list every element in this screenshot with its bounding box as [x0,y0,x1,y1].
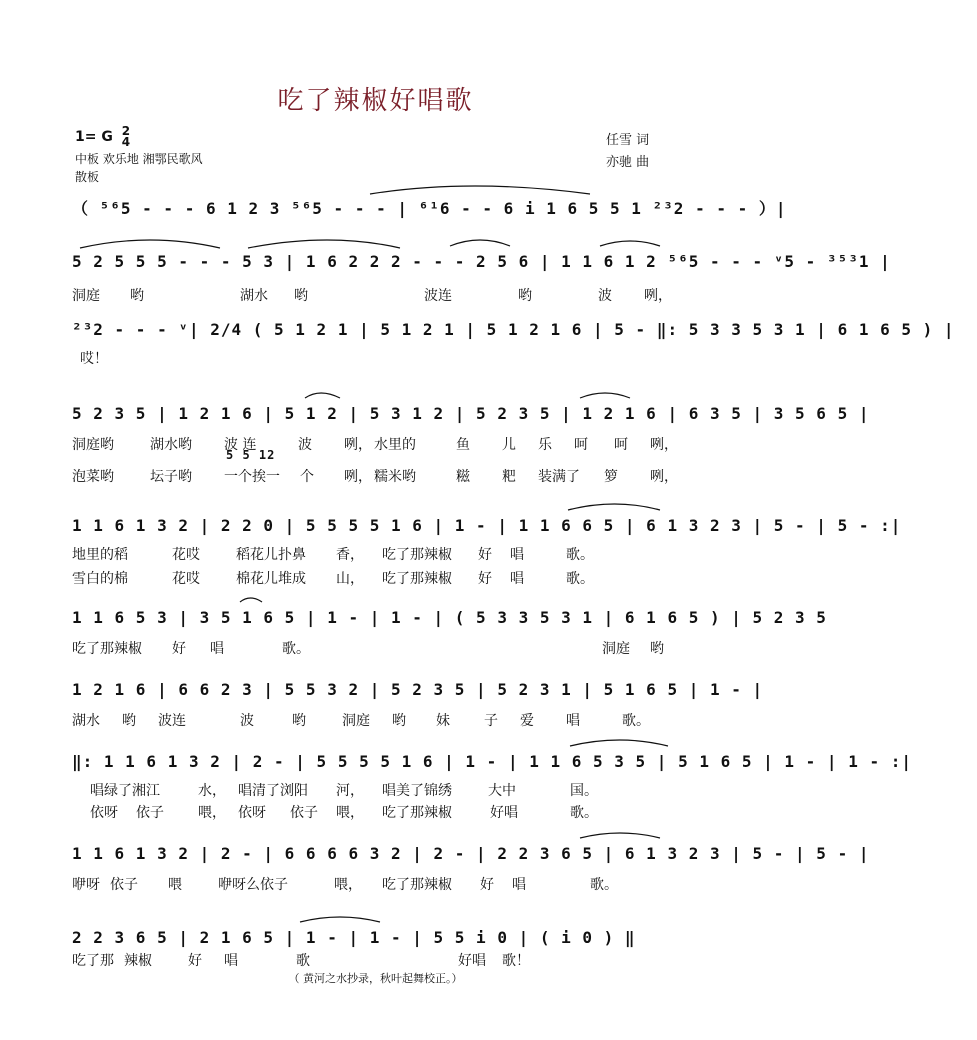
lyric: 吃了那辣椒 [382,877,452,893]
lyric: 唱 [510,547,524,563]
lyric: 喂， [336,805,364,821]
lyric: 乐 [538,437,552,453]
lyric: 哟 [130,288,144,304]
lyric: 粑 [502,469,516,485]
lyric: 子 [484,713,498,729]
lyric: 辣椒 [124,953,152,969]
tempo-marking [75,150,203,186]
lyric: 山， [336,571,364,587]
lyric: 个 [300,469,314,485]
lyric: 呵 [574,437,588,453]
lyric: 湖水 [72,713,100,729]
lyric: 好唱 [458,953,486,969]
lyric: 哟 [392,713,406,729]
music-line-4: 5 2 3 5 | 1 2 1 6 | 5 1 2 | 5 3 1 2 | 5 2 3 5 | 1 2 1 6 | 6 3 5 | 3 5 6 5 | [72,404,870,423]
lyric: 依子 [136,805,164,821]
lyric: 歌。 [570,805,598,821]
slur-mark [568,504,660,510]
lyric: 歌。 [566,571,594,587]
lyric: 吃了那 [72,953,114,969]
lyric: 依子 [290,805,318,821]
lyric: 糍 [456,469,470,485]
lyric: 唱 [224,953,238,969]
slur-mark [600,241,660,246]
time-top: 2 [121,124,131,138]
slur-mark [570,740,668,746]
composer: 亦驰 曲 [606,155,650,170]
lyric: 哟 [122,713,136,729]
lyric: 雪白的棉 [72,571,128,587]
lyric: 波 [298,437,312,453]
lyric: 波 [240,713,254,729]
lyric: 唱绿了湘江 [90,783,160,799]
footnote: （ 黄河之水抄录，秋叶起舞校正。） [288,972,463,985]
lyric: 好 [172,641,186,657]
music-line-9: 1 1 6 1 3 2 | 2 - | 6 6 6 6 3 2 | 2 - | 2 2 3 6 5 | 6 1 3 2 3 | 5 - | 5 - | [72,844,870,863]
lyric: 水里的 [374,437,416,453]
lyric: 花哎 [172,547,200,563]
slur-mark [580,833,660,838]
lyric: 咧， [644,288,672,304]
lyric: 咧， [650,437,678,453]
lyric: 好唱 [490,805,518,821]
lyric: 吃了那辣椒 [382,547,452,563]
tempo-line-2: 散板 [75,170,100,184]
credits [606,130,649,174]
lyric: 妹 [436,713,450,729]
lyric: 棉花儿堆成 [236,571,306,587]
lyric: 咧， [344,469,372,485]
time-bottom: 4 [121,135,131,149]
lyric: 好 [478,571,492,587]
lyric: 咿呀 [72,877,100,893]
lyric: 吃了那辣椒 [382,805,452,821]
lyric: 糯米哟 [374,469,416,485]
lyric: 波连 [158,713,186,729]
lyric: 河， [336,783,364,799]
song-title: 吃了辣椒好唱歌 [277,86,474,116]
lyric: 国。 [570,783,598,799]
lyric: 歌。 [622,713,650,729]
lyric: 哟 [650,641,664,657]
lyric: 哟 [294,288,308,304]
lyric: 唱清了浏阳 [238,783,308,799]
lyric: 喂， [334,877,362,893]
slur-mark [248,240,400,248]
lyric: 洞庭 [602,641,630,657]
lyric: 花哎 [172,571,200,587]
music-line-1: （ ⁵⁶5 - - - 6 1 2 3 ⁵⁶5 - - - | ⁶¹6 - - 6 i 1 6 5 5 1 ²³2 - - - ）| [72,199,787,218]
lyric: 歌。 [282,641,310,657]
lyric: 地里的稻 [72,547,128,563]
lyric: 波 [598,288,612,304]
music-line-10: 2 2 3 6 5 | 2 1 6 5 | 1 - | 1 - | 5 5 i 0 | ( i 0 ) ‖ [72,928,636,947]
lyric: 一个挨一 [224,469,280,485]
lyric: 吃了那辣椒 [382,571,452,587]
music-line-7: 1 2 1 6 | 6 6 2 3 | 5 5 3 2 | 5 2 3 5 | 5 2 3 1 | 5 1 6 5 | 1 - | [72,680,764,699]
lyric: 香， [336,547,364,563]
lyric: 歌！ [502,953,530,969]
lyric: 喂 [168,877,182,893]
lyric: 呵 [614,437,628,453]
slur-mark [80,240,220,248]
lyric: 喂， [198,805,226,821]
lyric: 唱美了锦绣 [382,783,452,799]
lyric: 吃了那辣椒 [72,641,142,657]
slur-mark [580,393,630,398]
slur-mark [300,917,380,922]
lyrics-line-3 [80,348,831,368]
lyric: 唱 [210,641,224,657]
lyric: 咧， [344,437,372,453]
lyric: 咿呀么依子 [218,877,288,893]
lyric: 好 [480,877,494,893]
lyric: 歌。 [566,547,594,563]
lyric: 湖水哟 [150,437,192,453]
lyric: 湖水 [240,288,268,304]
lyric: 坛子哟 [150,469,192,485]
lyric: 歌。 [590,877,618,893]
key-signature [75,126,130,148]
slur-mark [370,186,590,194]
slur-mark [305,393,340,398]
lyric: 依子 [110,877,138,893]
lyric: 水， [198,783,226,799]
slur-mark [450,240,510,246]
lyric: 哟 [518,288,532,304]
lyric: 箩 [604,469,618,485]
lyric: 唱 [510,571,524,587]
lyric: 哎！ [80,351,108,367]
lyric: 鱼 [456,437,470,453]
lyric: 儿 [502,437,516,453]
lyric: 依呀 [238,805,266,821]
tempo-line-1: 中板 欢乐地 湘鄂民歌风 [75,152,203,166]
lyric: 洞庭 [72,288,100,304]
music-line-2: 5 2 5 5 5 - - - 5 3 | 1 6 2 2 2 - - - 2 5 6 | 1 1 6 1 2 ⁵⁶5 - - - ᵛ5 - ³⁵³1 | [72,252,891,271]
music-line-3: ²³2 - - - ᵛ| 2/4 ( 5 1 2 1 | 5 1 2 1 | 5 1 2 1 6 | 5 - ‖: 5 3 3 5 3 1 | 6 1 6 5 ) | [72,320,955,339]
lyric: 哟 [292,713,306,729]
lyric: 爱 [520,713,534,729]
time-signature [122,126,130,148]
lyricist: 任雪 词 [606,133,650,148]
music-line-8: ‖: 1 1 6 1 3 2 | 2 - | 5 5 5 5 1 6 | 1 - | 1 1 6 5 3 5 | 5 1 6 5 | 1 - | 1 - :| [72,752,912,771]
key-text: 1= G [75,129,113,145]
grace-notes: 5 5 12 [226,448,276,462]
music-line-5: 1 1 6 1 3 2 | 2 2 0 | 5 5 5 5 1 6 | 1 - | 1 1 6 6 5 | 6 1 3 2 3 | 5 - | 5 - :| [72,516,902,535]
lyric: 好 [188,953,202,969]
lyric: 大中 [488,783,516,799]
lyric: 歌 [296,953,310,969]
music-line-6: 1 1 6 5 3 | 3 5 1 6 5 | 1 - | 1 - | ( 5 3 3 5 3 1 | 6 1 6 5 ) | 5 2 3 5 [72,608,827,627]
lyric: 咧， [650,469,678,485]
lyric: 唱 [512,877,526,893]
slur-mark [240,598,262,602]
lyric: 唱 [566,713,580,729]
lyric: 稻花儿扑鼻 [236,547,306,563]
lyric: 波连 [424,288,452,304]
lyric: 装满了 [538,469,580,485]
lyric: 好 [478,547,492,563]
lyric: 波 连 [224,437,257,453]
lyric: 洞庭哟 [72,437,114,453]
lyric: 泡菜哟 [72,469,114,485]
lyric: 依呀 [90,805,118,821]
lyric: 洞庭 [342,713,370,729]
